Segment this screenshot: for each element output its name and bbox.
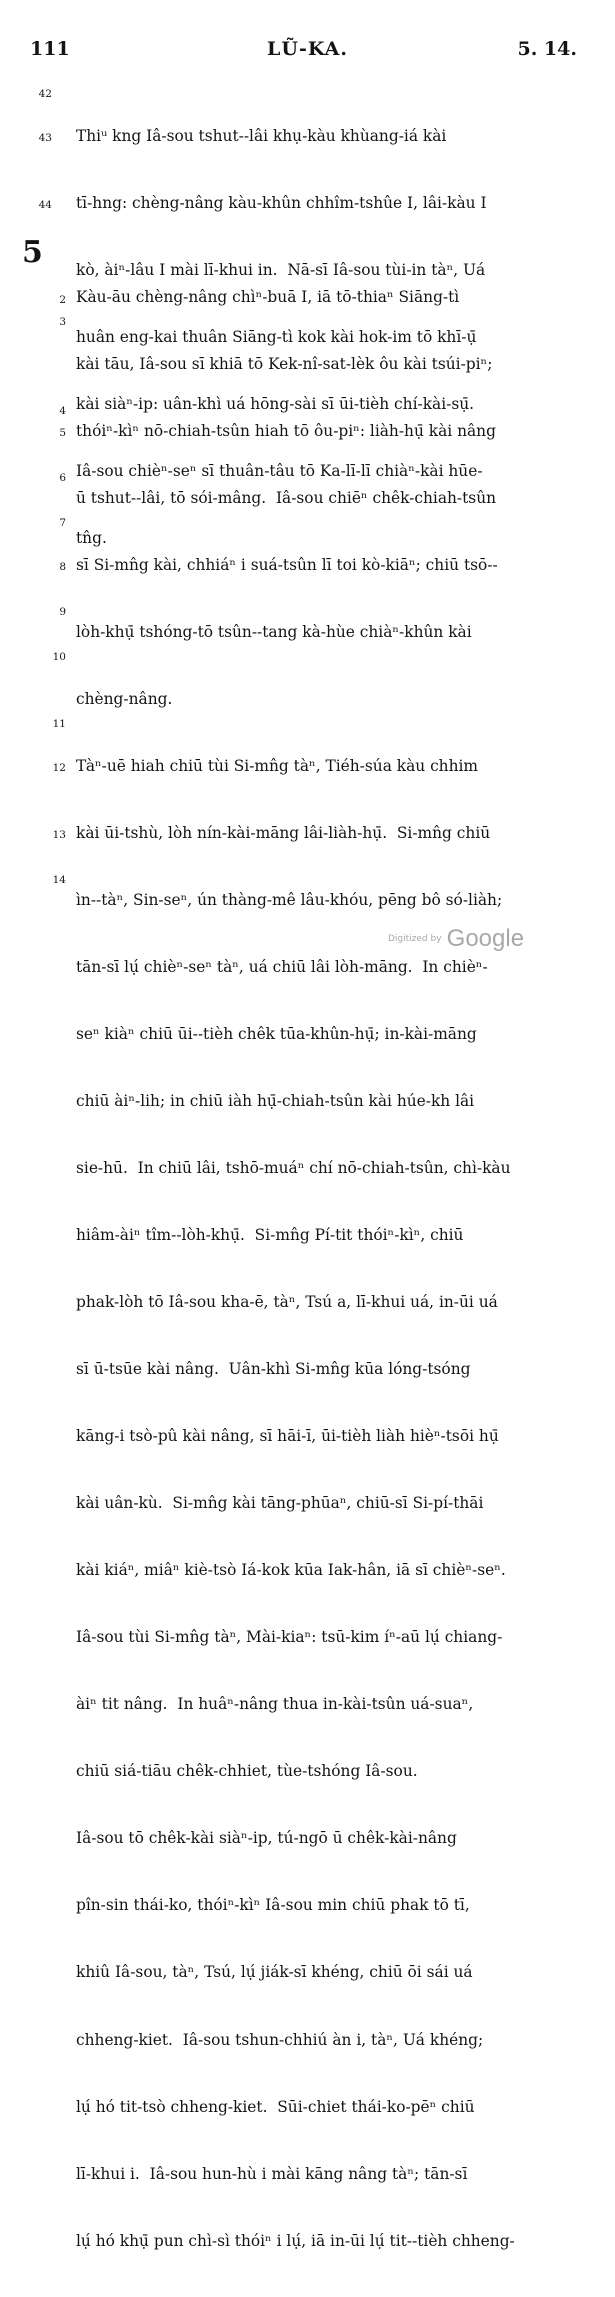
text-line: lụ́ hó tit-tsò chheng-kiet. Sūi-chiet thái-ko-pēⁿ chiū xyxy=(76,2097,475,2116)
text-line: Kàu-āu chèng-nâng chìⁿ-buā I, iā tō-thiaⁿ Siāng-tì xyxy=(76,287,460,306)
verse-number: 9 xyxy=(59,606,66,618)
text-line: Thiᵘ kng Iâ-sou tshut--lâi khụ-kàu khùang-iá kài xyxy=(76,126,447,145)
text-line: kài tāu, Iâ-sou sī khiā tō Kek-nî-sat-lèk ôu kài tsúi-piⁿ; xyxy=(76,354,493,373)
text-line: kò, àiⁿ-lâu I mài lī-khui in. Nā-sī Iâ-sou tùi-in tàⁿ, Uá xyxy=(76,260,486,279)
text-line: seⁿ kiàⁿ chiū ūi--tièh chêk tūa-khûn-hụ̄; in-kài-māng xyxy=(76,1025,477,1044)
chapter-number: 5 xyxy=(22,235,43,270)
verse-number: 10 xyxy=(52,651,66,663)
verse-number: 6 xyxy=(59,472,66,484)
text-line: hiâm-àiⁿ tîm--lòh-khụ̄. Si-mn̂g Pí-tit thóiⁿ-kìⁿ, chiū xyxy=(76,1226,464,1245)
text-line: chiū siá-tiāu chêk-chhiet, tùe-tshóng Iâ-sou. xyxy=(76,1762,418,1781)
digitized-watermark xyxy=(388,925,524,953)
verse-number: 13 xyxy=(52,829,66,841)
verse-number: 7 xyxy=(59,517,66,529)
verse-number: 14 xyxy=(52,874,66,886)
verse-number: 11 xyxy=(52,718,66,730)
text-line: lī-khui i. Iâ-sou hun-hù i mài kāng nâng tàⁿ; tān-sī xyxy=(76,2164,468,2183)
text-line: phak-lòh tō Iâ-sou kha-ē, tàⁿ, Tsú a, lī-khui uá, in-ūi uá xyxy=(76,1293,498,1312)
text-line: ū tshut--lâi, tō sói-mâng. Iâ-sou chiēⁿ chêk-chiah-tsûn xyxy=(76,488,497,507)
text-line: khiû Iâ-sou, tàⁿ, Tsú, lụ́ jiák-sī khéng, chiū ōi sái uá xyxy=(76,1963,473,1982)
google-logo: Google xyxy=(446,925,525,952)
text-block-chapter-5 xyxy=(76,241,515,2297)
verse-number: 42 xyxy=(38,88,52,100)
text-line: kài ūi-tshù, lòh nín-kài-māng lâi-liàh-hụ̄. Si-mn̂g chiū xyxy=(76,823,491,842)
text-line: Tàⁿ-uē hiah chiū tùi Si-mn̂g tàⁿ, Tiéh-súa kàu chhim xyxy=(76,756,479,775)
text-line: kài uân-kù. Si-mn̂g kài tāng-phūaⁿ, chiū-sī Si-pí-thāi xyxy=(76,1494,484,1513)
text-line: tn̂g. xyxy=(76,528,107,547)
text-line: huân eng-kai thuân Siāng-tì kok kài hok-im tō khī-ụ̄ xyxy=(76,327,477,346)
running-title: LŨ-KA. xyxy=(267,38,348,60)
page-number: 111 xyxy=(30,38,70,60)
text-line: chheng-kiet. Iâ-sou tshun-chhiú àn i, tàⁿ, Uá khéng; xyxy=(76,2030,484,2049)
text-line: chiū àiⁿ-lih; in chiū iàh hụ̄-chiah-tsûn kài húe-kh lâi xyxy=(76,1092,475,1111)
text-line: thóiⁿ-kìⁿ nō-chiah-tsûn hiah tō ôu-piⁿ: liàh-hụ̄ kài nâng xyxy=(76,421,496,440)
text-line: pîn-sin thái-ko, thóiⁿ-kìⁿ Iâ-sou min chiū phak tō tī, xyxy=(76,1896,470,1915)
text-line: kài siàⁿ-ip: uân-khì uá hōng-sài sī ūi-tièh chí-kài-sụ̄. xyxy=(76,394,475,413)
text-line: lòh-khụ̄ tshóng-tō tsûn--tang kà-hùe chiàⁿ-khûn kài xyxy=(76,622,472,641)
verse-number: 44 xyxy=(38,199,52,211)
text-line: kài kiáⁿ, miâⁿ kiè-tsò Iá-kok kūa Iak-hân, iā sī chièⁿ-seⁿ. xyxy=(76,1561,506,1580)
text-line: tān-sī lụ́ chièⁿ-seⁿ tàⁿ, uá chiū lâi lòh-māng. In chièⁿ- xyxy=(76,958,488,976)
text-line: Iâ-sou tō chêk-kài siàⁿ-ip, tú-ngō ū chêk-kài-nâng xyxy=(76,1829,457,1848)
watermark-prefix: Digitized by xyxy=(388,934,442,944)
verse-number: 4 xyxy=(59,405,66,417)
verse-number: 8 xyxy=(59,561,66,573)
text-line: sie-hū. In chiū lâi, tshō-muáⁿ chí nō-chiah-tsûn, chì-kàu xyxy=(76,1159,511,1178)
verse-number: 43 xyxy=(38,132,52,144)
text-line: lụ́ hó khụ̄ pun chì-sì thóiⁿ i lụ́, iā in-ūi lụ́ tit--tièh chheng- xyxy=(76,2231,515,2250)
text-line: tī-hng: chèng-nâng kàu-khûn chhîm-tshûe I, lâi-kàu I xyxy=(76,193,487,212)
verse-number: 3 xyxy=(59,316,66,328)
text-line: àiⁿ tit nâng. In huâⁿ-nâng thua in-kài-tsûn uá-suaⁿ, xyxy=(76,1695,474,1714)
text-line: Iâ-sou chièⁿ-seⁿ sī thuân-tâu tō Ka-lī-lī chiàⁿ-kài hūe- xyxy=(76,461,483,480)
text-line: kāng-i tsò-pû kài nâng, sī hāi-ī, ūi-tièh liàh hièⁿ-tsōi hụ̄ xyxy=(76,1427,499,1446)
text-line: ìn--tàⁿ, Sin-seⁿ, ún thàng-mê lâu-khóu, pēng bô só-liàh; xyxy=(76,890,503,909)
text-line: chèng-nâng. xyxy=(76,689,173,708)
chapter-verse-reference: 5. 14. xyxy=(517,38,577,60)
text-line: sī Si-mn̂g kài, chhiáⁿ i suá-tsûn lī toi kò-kiāⁿ; chiū tsō-- xyxy=(76,555,498,574)
text-line: sī ū-tsūe kài nâng. Uân-khì Si-mn̂g kūa lóng-tsóng xyxy=(76,1360,471,1379)
text-line: Iâ-sou tùi Si-mn̂g tàⁿ, Mài-kiaⁿ: tsū-kim íⁿ-aū lụ́ chiang- xyxy=(76,1628,503,1647)
verse-number: 5 xyxy=(59,427,66,439)
verse-number: 12 xyxy=(52,762,66,774)
verse-number: 2 xyxy=(59,294,66,306)
